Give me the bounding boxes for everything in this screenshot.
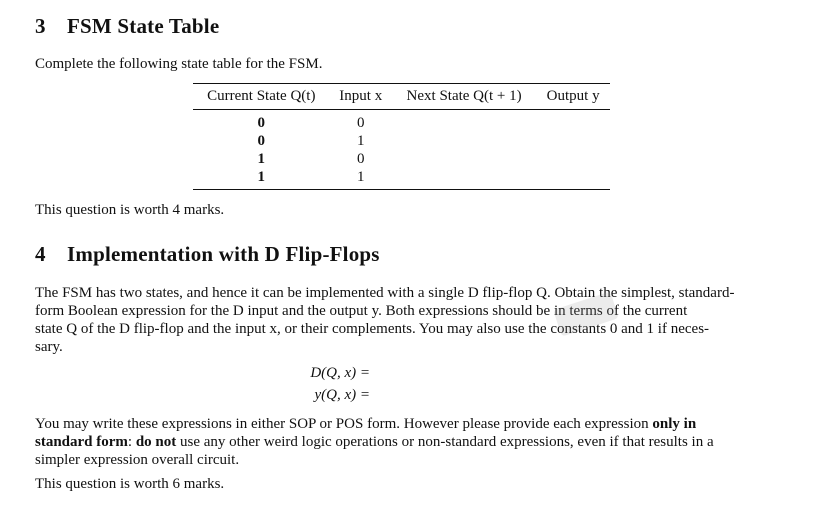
header-input: Input x: [330, 84, 392, 110]
header-next-state: Next State Q(t + 1): [392, 84, 536, 110]
cell-next-state[interactable]: [392, 150, 536, 168]
equation-y-label: y(Q, x) =: [314, 387, 370, 403]
section-4-para-line: The FSM has two states, and hence it can be implemented with a single D flip-flop Q. Obtain the simplest, standard-: [35, 285, 735, 301]
section-number: 4: [35, 242, 46, 266]
table-row: [193, 168, 610, 190]
cell-next-state[interactable]: [392, 110, 536, 133]
section-4-para-line: state Q of the D flip-flop and the input x, or their complements. You may also use the constants 0 and 1 if neces-: [35, 321, 710, 337]
section-title: FSM State Table: [67, 14, 220, 38]
section-4-marks: This question is worth 6 marks.: [35, 476, 225, 492]
section-title: Implementation with D Flip-Flops: [67, 242, 380, 266]
section-4-para2-line: simpler expression overall circuit.: [35, 452, 240, 468]
cell-output[interactable]: [536, 110, 610, 133]
equation-d-label: D(Q, x) =: [310, 365, 370, 381]
header-current-state: Current State Q(t): [193, 84, 330, 110]
header-output: Output y: [536, 84, 610, 110]
cell-input: 0: [357, 151, 365, 167]
section-4-para2-line: You may write these expressions in either SOP or POS form. However please provide each expression only in: [35, 416, 697, 432]
table-row: [193, 110, 610, 133]
section-4-heading: [35, 242, 380, 267]
cell-current-state: 1: [257, 151, 266, 167]
section-3-heading: [35, 14, 219, 39]
table-header-row: [193, 84, 610, 110]
cell-next-state[interactable]: [392, 168, 536, 190]
section-4-para-line: form Boolean expression for the D input and the output y. Both expressions should be in terms of the current: [35, 303, 688, 319]
section-number: 3: [35, 14, 46, 38]
cell-output[interactable]: [536, 132, 610, 150]
cell-input: 0: [357, 115, 365, 131]
cell-input: 1: [357, 133, 365, 149]
table-row: [193, 150, 610, 168]
cell-output[interactable]: [536, 168, 610, 190]
section-4-para2-line: standard form: do not use any other weird logic operations or non-standard expressions, even if that results in a: [35, 434, 714, 450]
cell-current-state: 0: [257, 133, 266, 149]
equation-y: [300, 387, 370, 404]
cell-output[interactable]: [536, 150, 610, 168]
cell-input: 1: [330, 168, 392, 190]
cell-next-state[interactable]: [392, 132, 536, 150]
state-table: [193, 83, 610, 190]
section-4-para-line: sary.: [35, 339, 63, 355]
section-3-marks: This question is worth 4 marks.: [35, 202, 225, 218]
section-3-intro: Complete the following state table for the FSM.: [35, 56, 323, 72]
cell-current-state: 1: [193, 168, 330, 190]
table-row: [193, 132, 610, 150]
cell-current-state: 0: [257, 115, 266, 131]
equation-d: [300, 365, 370, 382]
